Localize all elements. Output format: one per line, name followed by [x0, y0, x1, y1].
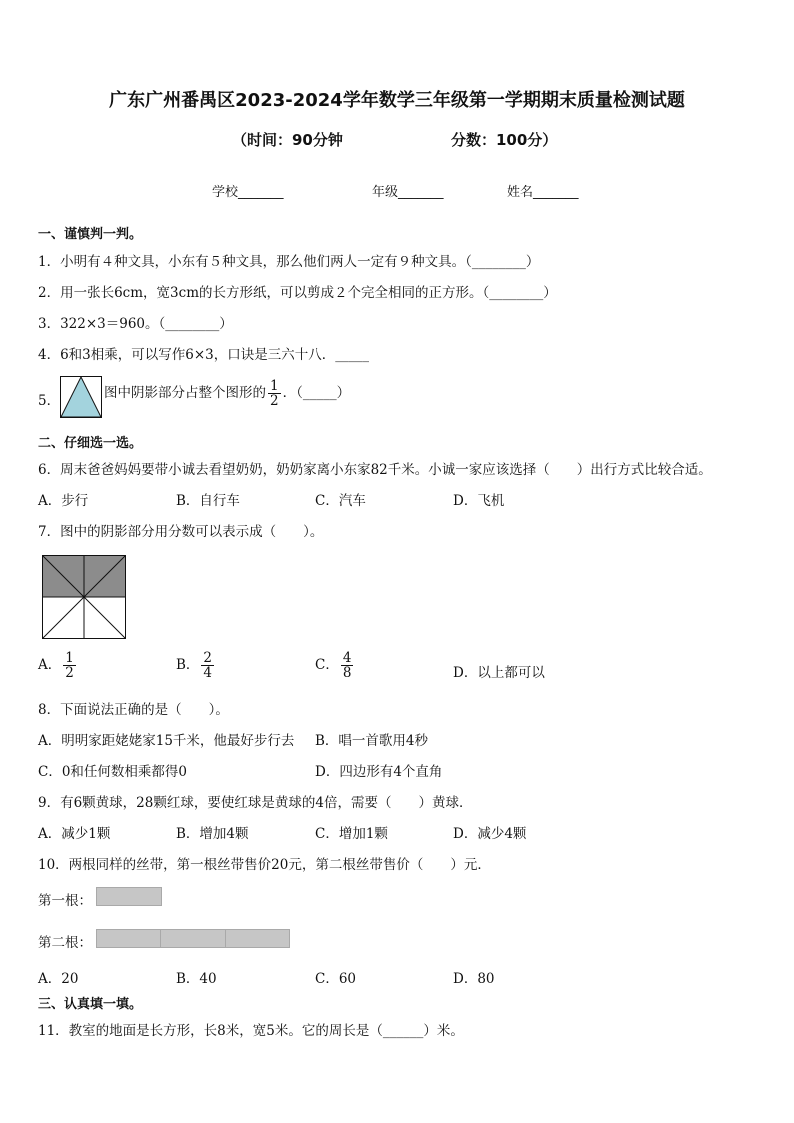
fraction-denominator: 8 — [342, 665, 352, 682]
square-fraction-figure — [42, 555, 126, 639]
question-2: 2．用一张长6cm，宽3cm的长方形纸，可以剪成２个完全相同的正方形。（________） — [38, 285, 557, 301]
question-3: 3．322×3＝960。（________） — [38, 316, 233, 332]
fraction-denominator: 2 — [65, 665, 74, 682]
q9-option-c: C．增加1颗 — [315, 826, 388, 842]
q8-option-b: B．唱一首歌用4秒 — [315, 733, 429, 749]
school-field: 学校_______ — [212, 185, 284, 200]
exam-score: 分数：100分） — [451, 131, 558, 149]
q10-option-a: A．20 — [38, 971, 79, 987]
q6-option-b: B．自行车 — [176, 493, 240, 509]
q7-option-a — [38, 651, 78, 680]
q8-option-c: C．0和任何数相乘都得0 — [38, 764, 188, 780]
exam-title: 广东广州番禺区2023-2024学年数学三年级第一学期期末质量检测试题 — [109, 90, 685, 111]
q8-option-a: A．明明家距姥姥家15千米，他最好步行去 — [38, 733, 295, 749]
question-4: 4．6和3相乘，可以写作6×3，口诀是三六十八．_____ — [38, 347, 370, 363]
question-10: 10．两根同样的丝带，第一根丝带售价20元，第二根丝带售价（ ）元． — [38, 857, 491, 873]
question-7: 7．图中的阴影部分用分数可以表示成（ ）。 — [38, 524, 324, 540]
q7-option-b-fraction — [201, 651, 214, 680]
q7-option-d: D．以上都可以 — [453, 665, 545, 681]
q6-option-a: A．步行 — [38, 493, 89, 509]
q9-option-a: A．减少1颗 — [38, 826, 111, 842]
name-field: 姓名_______ — [507, 185, 579, 200]
section1-heading: 一、谨慎判一判。 — [38, 227, 143, 242]
q6-option-d: D．飞机 — [453, 493, 505, 509]
q10-option-d: D．80 — [453, 971, 495, 987]
q7-option-b — [176, 651, 216, 680]
ribbon-2-segment-3 — [225, 929, 290, 948]
q7-option-b-label: B． — [176, 657, 200, 674]
q9-option-d: D．减少4颗 — [453, 826, 527, 842]
question-5-number: 5． — [38, 393, 61, 409]
q8-option-d: D．四边形有4个直角 — [315, 764, 443, 780]
ribbon-2-segment-1 — [96, 929, 161, 948]
fraction-denominator: 2 — [270, 393, 279, 410]
q7-option-a-fraction — [63, 651, 76, 680]
fraction-numerator: 2 — [203, 650, 213, 666]
triangle-figure — [60, 376, 102, 418]
section2-heading: 二、仔细选一选。 — [38, 436, 143, 451]
question-1: 1．小明有４种文具，小东有５种文具，那么他们两人一定有９种文具。（________） — [38, 254, 540, 270]
question-5-text: 图中阴影部分占整个图形的 — [104, 385, 266, 402]
fraction-numerator: 4 — [342, 650, 352, 666]
q7-option-c-fraction — [341, 651, 354, 680]
section3-heading: 三、认真填一填。 — [38, 997, 143, 1012]
grade-field: 年级_______ — [372, 185, 444, 200]
ribbon-2-segment-2 — [160, 929, 226, 948]
q9-option-b: B．增加4颗 — [176, 826, 249, 842]
question-5-fraction — [268, 379, 281, 408]
fraction-denominator: 4 — [203, 665, 213, 682]
question-11: 11．教室的地面是长方形，长8米，宽5米。它的周长是（______）米。 — [38, 1023, 464, 1039]
fraction-numerator: 1 — [65, 650, 74, 666]
ribbon-2-label: 第二根： — [38, 935, 92, 951]
exam-time: （时间：90分钟 — [232, 131, 343, 149]
ribbon-1 — [96, 887, 162, 906]
question-6: 6．周末爸爸妈妈要带小诚去看望奶奶，奶奶家离小东家82千米。小诚一家应该选择（ ）出行方式比较合适。 — [38, 462, 712, 478]
q7-option-c — [315, 651, 355, 680]
q10-option-b: B．40 — [176, 971, 217, 987]
question-5 — [104, 379, 350, 408]
question-9: 9．有6颗黄球，28颗红球，要使红球是黄球的4倍，需要（ ）黄球． — [38, 795, 473, 811]
question-5-end: ．（_____） — [282, 385, 351, 402]
ribbon-1-label: 第一根： — [38, 893, 92, 909]
q7-option-a-label: A． — [38, 657, 62, 674]
q7-option-c-label: C． — [315, 657, 339, 674]
q6-option-c: C．汽车 — [315, 493, 366, 509]
question-8: 8．下面说法正确的是（ ）。 — [38, 702, 229, 718]
q10-option-c: C．60 — [315, 971, 357, 987]
fraction-numerator: 1 — [270, 378, 279, 394]
